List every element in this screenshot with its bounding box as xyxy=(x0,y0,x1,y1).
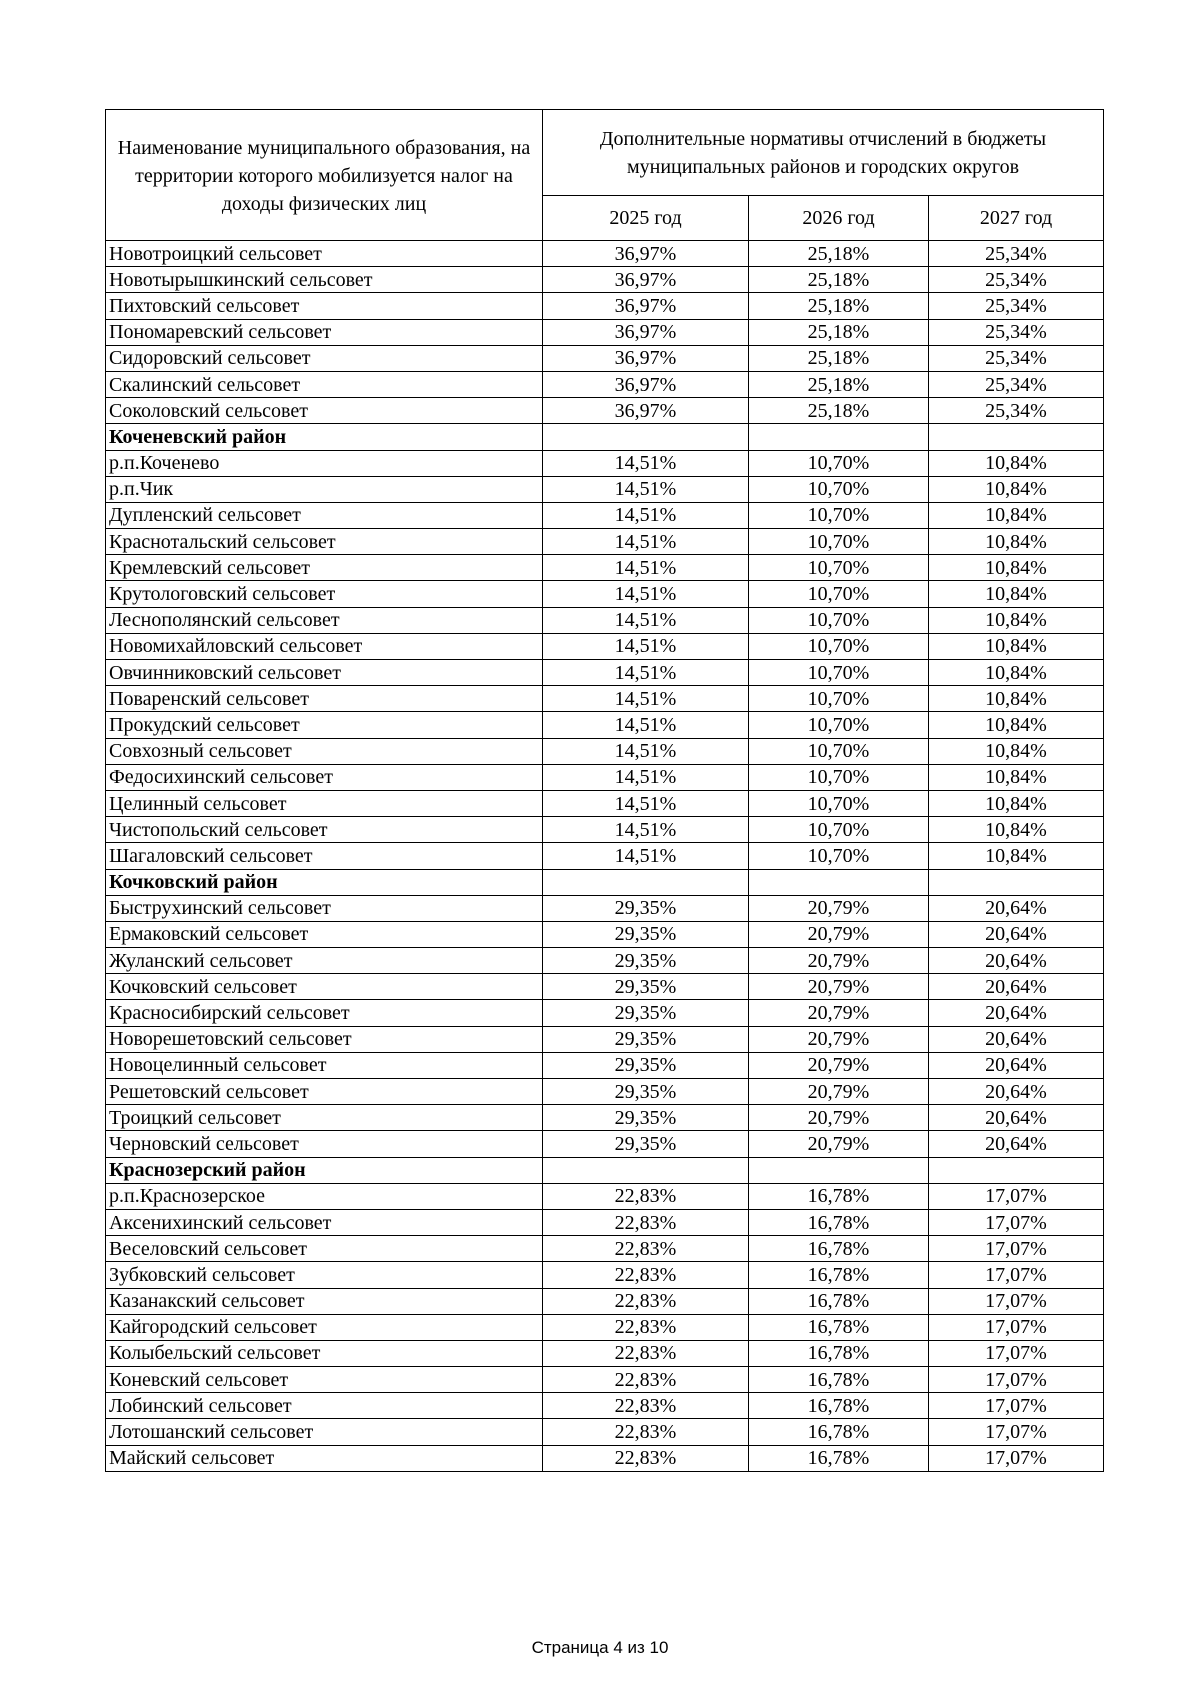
value-2027: 10,84% xyxy=(929,607,1104,633)
value-2027: 10,84% xyxy=(929,660,1104,686)
value-2025: 36,97% xyxy=(543,345,749,371)
value-2027: 17,07% xyxy=(929,1314,1104,1340)
table-row xyxy=(106,241,1104,267)
table-row xyxy=(106,1367,1104,1393)
value-2026: 16,78% xyxy=(749,1340,929,1366)
value-2026: 10,70% xyxy=(749,555,929,581)
table-body xyxy=(106,241,1104,1472)
municipality-name: Леснополянский сельсовет xyxy=(106,607,543,633)
municipality-name: Лотошанский сельсовет xyxy=(106,1419,543,1445)
municipality-name: Новоцелинный сельсовет xyxy=(106,1052,543,1078)
value-2027: 17,07% xyxy=(929,1183,1104,1209)
value-2025: 36,97% xyxy=(543,371,749,397)
value-2027: 17,07% xyxy=(929,1288,1104,1314)
value-2025: 14,51% xyxy=(543,607,749,633)
value-2027: 20,64% xyxy=(929,1105,1104,1131)
municipality-name: Колыбельский сельсовет xyxy=(106,1340,543,1366)
value-2025: 36,97% xyxy=(543,267,749,293)
norms-table xyxy=(105,109,1104,1472)
table-row xyxy=(106,293,1104,319)
table-row xyxy=(106,607,1104,633)
value-2025: 14,51% xyxy=(543,476,749,502)
page-number: Страница 4 из 10 xyxy=(531,1638,669,1657)
value-2027: 25,34% xyxy=(929,319,1104,345)
municipality-name: Соколовский сельсовет xyxy=(106,398,543,424)
value-2025: 22,83% xyxy=(543,1314,749,1340)
value-2027: 25,34% xyxy=(929,293,1104,319)
value-2025: 29,35% xyxy=(543,1000,749,1026)
table-row xyxy=(106,1236,1104,1262)
table-row xyxy=(106,1419,1104,1445)
value-2026: 16,78% xyxy=(749,1367,929,1393)
municipality-name: Прокудский сельсовет xyxy=(106,712,543,738)
table-row xyxy=(106,817,1104,843)
value-2027: 17,07% xyxy=(929,1262,1104,1288)
value-2026: 25,18% xyxy=(749,398,929,424)
municipality-name: Зубковский сельсовет xyxy=(106,1262,543,1288)
empty-cell xyxy=(749,424,929,450)
value-2026: 25,18% xyxy=(749,293,929,319)
value-2025: 14,51% xyxy=(543,660,749,686)
value-2027: 25,34% xyxy=(929,398,1104,424)
empty-cell xyxy=(543,869,749,895)
table-row xyxy=(106,1445,1104,1471)
value-2027: 25,34% xyxy=(929,371,1104,397)
value-2026: 16,78% xyxy=(749,1262,929,1288)
district-name: Краснозерский район xyxy=(106,1157,543,1183)
value-2027: 20,64% xyxy=(929,1026,1104,1052)
value-2025: 36,97% xyxy=(543,398,749,424)
value-2025: 22,83% xyxy=(543,1340,749,1366)
value-2025: 22,83% xyxy=(543,1262,749,1288)
value-2026: 10,70% xyxy=(749,843,929,869)
table-row xyxy=(106,843,1104,869)
table-row xyxy=(106,371,1104,397)
value-2027: 17,07% xyxy=(929,1340,1104,1366)
municipality-name: р.п.Коченево xyxy=(106,450,543,476)
value-2025: 22,83% xyxy=(543,1209,749,1235)
table-row xyxy=(106,1026,1104,1052)
value-2025: 22,83% xyxy=(543,1236,749,1262)
value-2026: 25,18% xyxy=(749,371,929,397)
value-2027: 20,64% xyxy=(929,974,1104,1000)
municipality-name: Пономаревский сельсовет xyxy=(106,319,543,345)
table-row xyxy=(106,686,1104,712)
value-2026: 16,78% xyxy=(749,1183,929,1209)
district-name: Кочковский район xyxy=(106,869,543,895)
table-row xyxy=(106,345,1104,371)
table-row xyxy=(106,1262,1104,1288)
value-2025: 14,51% xyxy=(543,555,749,581)
municipality-name: Сидоровский сельсовет xyxy=(106,345,543,371)
value-2025: 14,51% xyxy=(543,450,749,476)
empty-cell xyxy=(749,1157,929,1183)
value-2025: 14,51% xyxy=(543,633,749,659)
value-2026: 16,78% xyxy=(749,1393,929,1419)
municipality-name: Ермаковский сельсовет xyxy=(106,921,543,947)
municipality-name: Аксенихинский сельсовет xyxy=(106,1209,543,1235)
value-2027: 17,07% xyxy=(929,1209,1104,1235)
municipality-name: Новотырышкинский сельсовет xyxy=(106,267,543,293)
value-2025: 29,35% xyxy=(543,1131,749,1157)
value-2025: 22,83% xyxy=(543,1445,749,1471)
empty-cell xyxy=(929,424,1104,450)
value-2027: 17,07% xyxy=(929,1367,1104,1393)
table-row xyxy=(106,712,1104,738)
table-row xyxy=(106,1131,1104,1157)
table-row xyxy=(106,1288,1104,1314)
value-2026: 20,79% xyxy=(749,974,929,1000)
value-2026: 20,79% xyxy=(749,1131,929,1157)
value-2027: 25,34% xyxy=(929,241,1104,267)
value-2026: 10,70% xyxy=(749,633,929,659)
value-2026: 16,78% xyxy=(749,1288,929,1314)
table-row xyxy=(106,476,1104,502)
table-row xyxy=(106,1314,1104,1340)
value-2027: 10,84% xyxy=(929,450,1104,476)
value-2027: 10,84% xyxy=(929,555,1104,581)
table-row xyxy=(106,790,1104,816)
empty-cell xyxy=(929,869,1104,895)
value-2027: 20,64% xyxy=(929,948,1104,974)
municipality-name: Скалинский сельсовет xyxy=(106,371,543,397)
value-2027: 10,84% xyxy=(929,476,1104,502)
table-row xyxy=(106,1000,1104,1026)
value-2027: 10,84% xyxy=(929,790,1104,816)
municipality-name: Кочковский сельсовет xyxy=(106,974,543,1000)
district-row xyxy=(106,869,1104,895)
table-row xyxy=(106,398,1104,424)
header-year-2026: 2026 год xyxy=(749,196,929,241)
value-2025: 22,83% xyxy=(543,1419,749,1445)
value-2027: 20,64% xyxy=(929,1131,1104,1157)
value-2025: 29,35% xyxy=(543,1052,749,1078)
municipality-name: Решетовский сельсовет xyxy=(106,1079,543,1105)
value-2026: 16,78% xyxy=(749,1314,929,1340)
value-2026: 20,79% xyxy=(749,1079,929,1105)
value-2026: 20,79% xyxy=(749,1052,929,1078)
municipality-name: Крутологовский сельсовет xyxy=(106,581,543,607)
municipality-name: Федосихинский сельсовет xyxy=(106,764,543,790)
value-2025: 14,51% xyxy=(543,581,749,607)
value-2026: 10,70% xyxy=(749,712,929,738)
value-2025: 29,35% xyxy=(543,1079,749,1105)
municipality-name: Дупленский сельсовет xyxy=(106,502,543,528)
municipality-name: Жуланский сельсовет xyxy=(106,948,543,974)
value-2026: 10,70% xyxy=(749,581,929,607)
table-row xyxy=(106,660,1104,686)
municipality-name: Совхозный сельсовет xyxy=(106,738,543,764)
value-2027: 10,84% xyxy=(929,843,1104,869)
value-2027: 20,64% xyxy=(929,921,1104,947)
header-group-title: Дополнительные нормативы отчислений в бюджеты муниципальных районов и городских округов xyxy=(543,110,1104,196)
value-2025: 29,35% xyxy=(543,948,749,974)
value-2027: 10,84% xyxy=(929,581,1104,607)
header-year-2025: 2025 год xyxy=(543,196,749,241)
value-2026: 25,18% xyxy=(749,345,929,371)
value-2027: 10,84% xyxy=(929,712,1104,738)
value-2027: 17,07% xyxy=(929,1419,1104,1445)
municipality-name: Чистопольский сельсовет xyxy=(106,817,543,843)
value-2027: 10,84% xyxy=(929,817,1104,843)
table-row xyxy=(106,581,1104,607)
municipality-name: Веселовский сельсовет xyxy=(106,1236,543,1262)
municipality-name: Троицкий сельсовет xyxy=(106,1105,543,1131)
table-row xyxy=(106,764,1104,790)
municipality-name: Новотроицкий сельсовет xyxy=(106,241,543,267)
municipality-name: Лобинский сельсовет xyxy=(106,1393,543,1419)
value-2025: 22,83% xyxy=(543,1183,749,1209)
value-2025: 14,51% xyxy=(543,843,749,869)
value-2026: 20,79% xyxy=(749,895,929,921)
table-row xyxy=(106,1209,1104,1235)
value-2027: 20,64% xyxy=(929,1000,1104,1026)
table-row xyxy=(106,948,1104,974)
value-2025: 22,83% xyxy=(543,1393,749,1419)
value-2025: 29,35% xyxy=(543,921,749,947)
value-2026: 25,18% xyxy=(749,241,929,267)
value-2025: 22,83% xyxy=(543,1288,749,1314)
value-2025: 29,35% xyxy=(543,1105,749,1131)
empty-cell xyxy=(543,424,749,450)
municipality-name: Казанакский сельсовет xyxy=(106,1288,543,1314)
value-2027: 25,34% xyxy=(929,345,1104,371)
value-2026: 10,70% xyxy=(749,817,929,843)
municipality-name: Кайгородский сельсовет xyxy=(106,1314,543,1340)
value-2026: 10,70% xyxy=(749,502,929,528)
municipality-name: Краснотальский сельсовет xyxy=(106,529,543,555)
value-2025: 14,51% xyxy=(543,764,749,790)
value-2027: 25,34% xyxy=(929,267,1104,293)
value-2026: 10,70% xyxy=(749,738,929,764)
value-2025: 36,97% xyxy=(543,241,749,267)
value-2027: 10,84% xyxy=(929,764,1104,790)
value-2025: 14,51% xyxy=(543,790,749,816)
value-2026: 16,78% xyxy=(749,1419,929,1445)
value-2026: 10,70% xyxy=(749,450,929,476)
table-row xyxy=(106,921,1104,947)
municipality-name: Овчинниковский сельсовет xyxy=(106,660,543,686)
value-2025: 14,51% xyxy=(543,817,749,843)
municipality-name: Новорешетовский сельсовет xyxy=(106,1026,543,1052)
value-2025: 29,35% xyxy=(543,895,749,921)
table-row xyxy=(106,319,1104,345)
value-2025: 36,97% xyxy=(543,293,749,319)
value-2025: 36,97% xyxy=(543,319,749,345)
municipality-name: Майский сельсовет xyxy=(106,1445,543,1471)
empty-cell xyxy=(543,1157,749,1183)
municipality-name: Пихтовский сельсовет xyxy=(106,293,543,319)
value-2027: 10,84% xyxy=(929,686,1104,712)
value-2025: 14,51% xyxy=(543,529,749,555)
value-2026: 16,78% xyxy=(749,1236,929,1262)
value-2027: 20,64% xyxy=(929,895,1104,921)
value-2026: 10,70% xyxy=(749,790,929,816)
value-2026: 10,70% xyxy=(749,607,929,633)
municipality-name: Шагаловский сельсовет xyxy=(106,843,543,869)
value-2025: 29,35% xyxy=(543,1026,749,1052)
table-row xyxy=(106,1183,1104,1209)
value-2025: 29,35% xyxy=(543,974,749,1000)
value-2025: 14,51% xyxy=(543,686,749,712)
municipality-name: Новомихайловский сельсовет xyxy=(106,633,543,659)
value-2026: 10,70% xyxy=(749,686,929,712)
value-2027: 20,64% xyxy=(929,1079,1104,1105)
table-row xyxy=(106,1340,1104,1366)
header-row-top xyxy=(106,110,1104,196)
value-2027: 10,84% xyxy=(929,738,1104,764)
table-row xyxy=(106,895,1104,921)
value-2026: 10,70% xyxy=(749,476,929,502)
municipality-name: Быструхинский сельсовет xyxy=(106,895,543,921)
municipality-name: Красносибирский сельсовет xyxy=(106,1000,543,1026)
district-row xyxy=(106,424,1104,450)
table-row xyxy=(106,502,1104,528)
empty-cell xyxy=(929,1157,1104,1183)
municipality-name: Кремлевский сельсовет xyxy=(106,555,543,581)
table-row xyxy=(106,529,1104,555)
value-2026: 20,79% xyxy=(749,1000,929,1026)
value-2026: 25,18% xyxy=(749,319,929,345)
value-2025: 14,51% xyxy=(543,738,749,764)
value-2026: 16,78% xyxy=(749,1445,929,1471)
municipality-name: Целинный сельсовет xyxy=(106,790,543,816)
municipality-name: Поваренский сельсовет xyxy=(106,686,543,712)
district-row xyxy=(106,1157,1104,1183)
value-2027: 17,07% xyxy=(929,1236,1104,1262)
value-2026: 10,70% xyxy=(749,529,929,555)
value-2027: 17,07% xyxy=(929,1393,1104,1419)
value-2025: 14,51% xyxy=(543,712,749,738)
value-2026: 20,79% xyxy=(749,921,929,947)
value-2027: 20,64% xyxy=(929,1052,1104,1078)
municipality-name: р.п.Краснозерское xyxy=(106,1183,543,1209)
table-row xyxy=(106,555,1104,581)
value-2026: 10,70% xyxy=(749,764,929,790)
table-row xyxy=(106,1079,1104,1105)
table-row xyxy=(106,738,1104,764)
value-2025: 14,51% xyxy=(543,502,749,528)
table-row xyxy=(106,1105,1104,1131)
table-row xyxy=(106,1393,1104,1419)
district-name: Коченевский район xyxy=(106,424,543,450)
municipality-name: Коневский сельсовет xyxy=(106,1367,543,1393)
value-2026: 16,78% xyxy=(749,1209,929,1235)
value-2026: 10,70% xyxy=(749,660,929,686)
municipality-name: р.п.Чик xyxy=(106,476,543,502)
table-row xyxy=(106,267,1104,293)
value-2026: 20,79% xyxy=(749,948,929,974)
municipality-name: Черновский сельсовет xyxy=(106,1131,543,1157)
header-name-column: Наименование муниципального образования, на территории которого мобилизуется налог на доходы физических лиц xyxy=(106,110,543,241)
value-2026: 20,79% xyxy=(749,1105,929,1131)
table-row xyxy=(106,974,1104,1000)
value-2027: 10,84% xyxy=(929,502,1104,528)
table-row xyxy=(106,1052,1104,1078)
value-2025: 22,83% xyxy=(543,1367,749,1393)
table-row xyxy=(106,633,1104,659)
value-2027: 10,84% xyxy=(929,633,1104,659)
table-row xyxy=(106,450,1104,476)
value-2027: 17,07% xyxy=(929,1445,1104,1471)
value-2026: 25,18% xyxy=(749,267,929,293)
empty-cell xyxy=(749,869,929,895)
header-year-2027: 2027 год xyxy=(929,196,1104,241)
value-2026: 20,79% xyxy=(749,1026,929,1052)
value-2027: 10,84% xyxy=(929,529,1104,555)
